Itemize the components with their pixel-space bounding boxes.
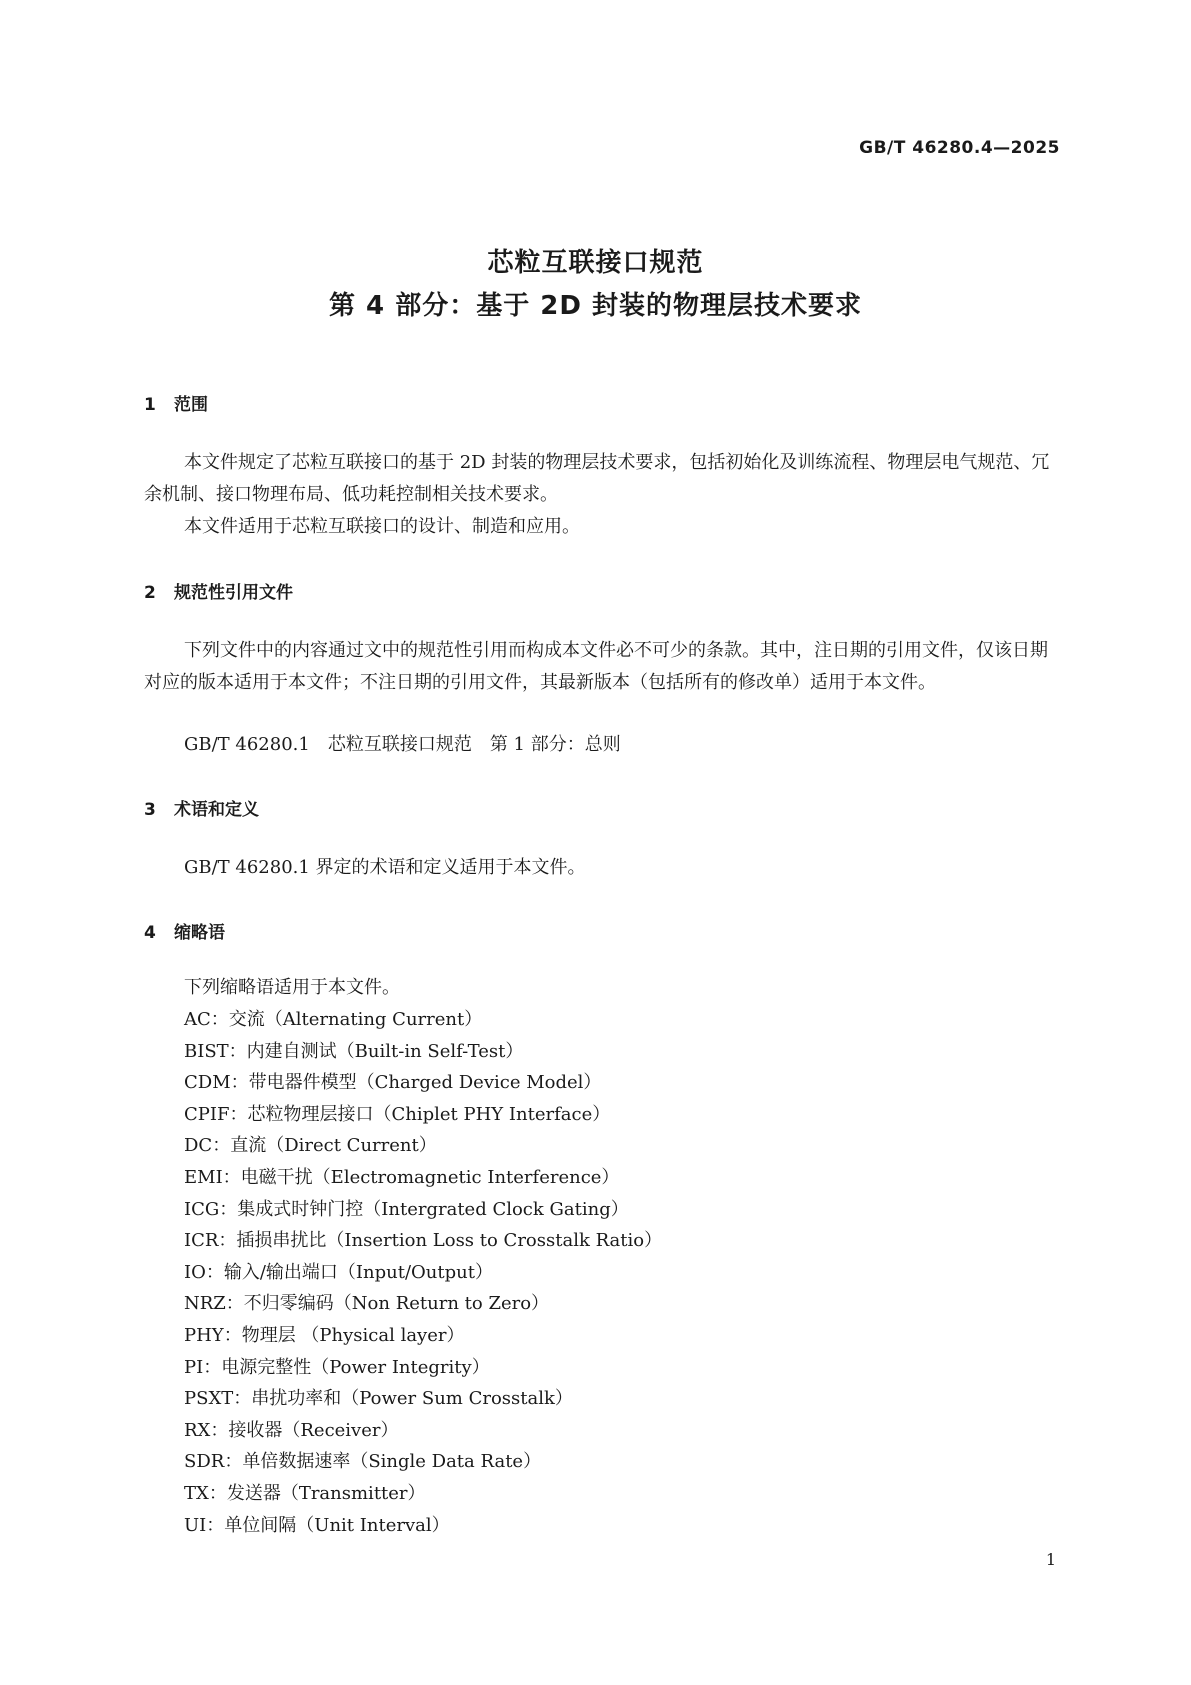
- abbreviation-item: CDM：带电器件模型（Charged Device Model）: [184, 1072, 602, 1094]
- abbreviation-item: AC：交流（Alternating Current）: [184, 1009, 483, 1030]
- abbreviation-item: BIST：内建自测试（Built-in Self-Test）: [184, 1040, 524, 1062]
- section-3-heading: [144, 795, 259, 820]
- section-title: 缩略语: [174, 923, 225, 943]
- abbreviation-item: IO：输入/输出端口（Input/Output）: [184, 1261, 493, 1283]
- section-title: 术语和定义: [174, 800, 259, 820]
- abbreviation-item: RX：接收器（Receiver）: [184, 1419, 399, 1441]
- section-number: 3: [144, 800, 156, 820]
- section-number: 4: [144, 923, 156, 943]
- abbreviation-list: [184, 1004, 662, 1541]
- standard-number: GB/T 46280.4—2025: [859, 138, 1060, 158]
- abbreviation-item: TX：发送器（Transmitter）: [184, 1482, 426, 1504]
- section-title: 范围: [174, 395, 208, 415]
- abbreviation-item: ICG：集成式时钟门控（Intergrated Clock Gating）: [184, 1198, 629, 1220]
- section-4-heading: [144, 918, 225, 943]
- page-number: 1: [1045, 1550, 1056, 1569]
- section-number: 2: [144, 583, 156, 603]
- section-title: 规范性引用文件: [174, 583, 293, 603]
- normative-reference: GB/T 46280.1 芯粒互联接口规范 第 1 部分：总则: [184, 734, 621, 755]
- abbreviation-item: SDR：单倍数据速率（Single Data Rate）: [184, 1451, 542, 1473]
- section-1-heading: [144, 390, 208, 415]
- title-line-2: 第 4 部分：基于 2D 封装的物理层技术要求: [329, 291, 862, 321]
- document-title: [0, 242, 1191, 328]
- title-line-1: 芯粒互联接口规范: [487, 248, 704, 278]
- section-1-paragraph-2: 本文件适用于芯粒互联接口的设计、制造和应用。: [184, 516, 580, 537]
- abbreviation-item: CPIF：芯粒物理层接口（Chiplet PHY Interface）: [184, 1103, 611, 1125]
- abbreviation-item: UI：单位间隔（Unit Interval）: [184, 1514, 450, 1536]
- abbreviation-item: EMI：电磁干扰（Electromagnetic Interference）: [184, 1166, 620, 1188]
- section-3-paragraph-1: GB/T 46280.1 界定的术语和定义适用于本文件。: [184, 857, 586, 878]
- abbreviation-item: ICR：插损串扰比（Insertion Loss to Crosstalk Ratio）: [184, 1230, 663, 1252]
- section-2-heading: [144, 578, 293, 603]
- section-1-paragraph-1: 本文件规定了芯粒互联接口的基于 2D 封装的物理层技术要求，包括初始化及训练流程、物理层电气规范、冗余机制、接口物理布局、低功耗控制相关技术要求。: [144, 452, 1050, 505]
- abbreviation-item: PI：电源完整性（Power Integrity）: [184, 1356, 490, 1378]
- section-2-paragraph-1: 下列文件中的内容通过文中的规范性引用而构成本文件必不可少的条款。其中，注日期的引用文件，仅该日期对应的版本适用于本文件；不注日期的引用文件，其最新版本（包括所有的修改单）适用于本文件。: [144, 640, 1048, 693]
- abbreviation-item: DC：直流（Direct Current）: [184, 1135, 437, 1157]
- abbreviation-item: NRZ：不归零编码（Non Return to Zero）: [184, 1293, 550, 1315]
- section-number: 1: [144, 395, 156, 415]
- abbreviation-item: PHY：物理层 （Physical layer）: [184, 1324, 465, 1346]
- abbreviations-intro: 下列缩略语适用于本文件。: [184, 977, 400, 998]
- abbreviation-item: PSXT：串扰功率和（Power Sum Crosstalk）: [184, 1388, 573, 1410]
